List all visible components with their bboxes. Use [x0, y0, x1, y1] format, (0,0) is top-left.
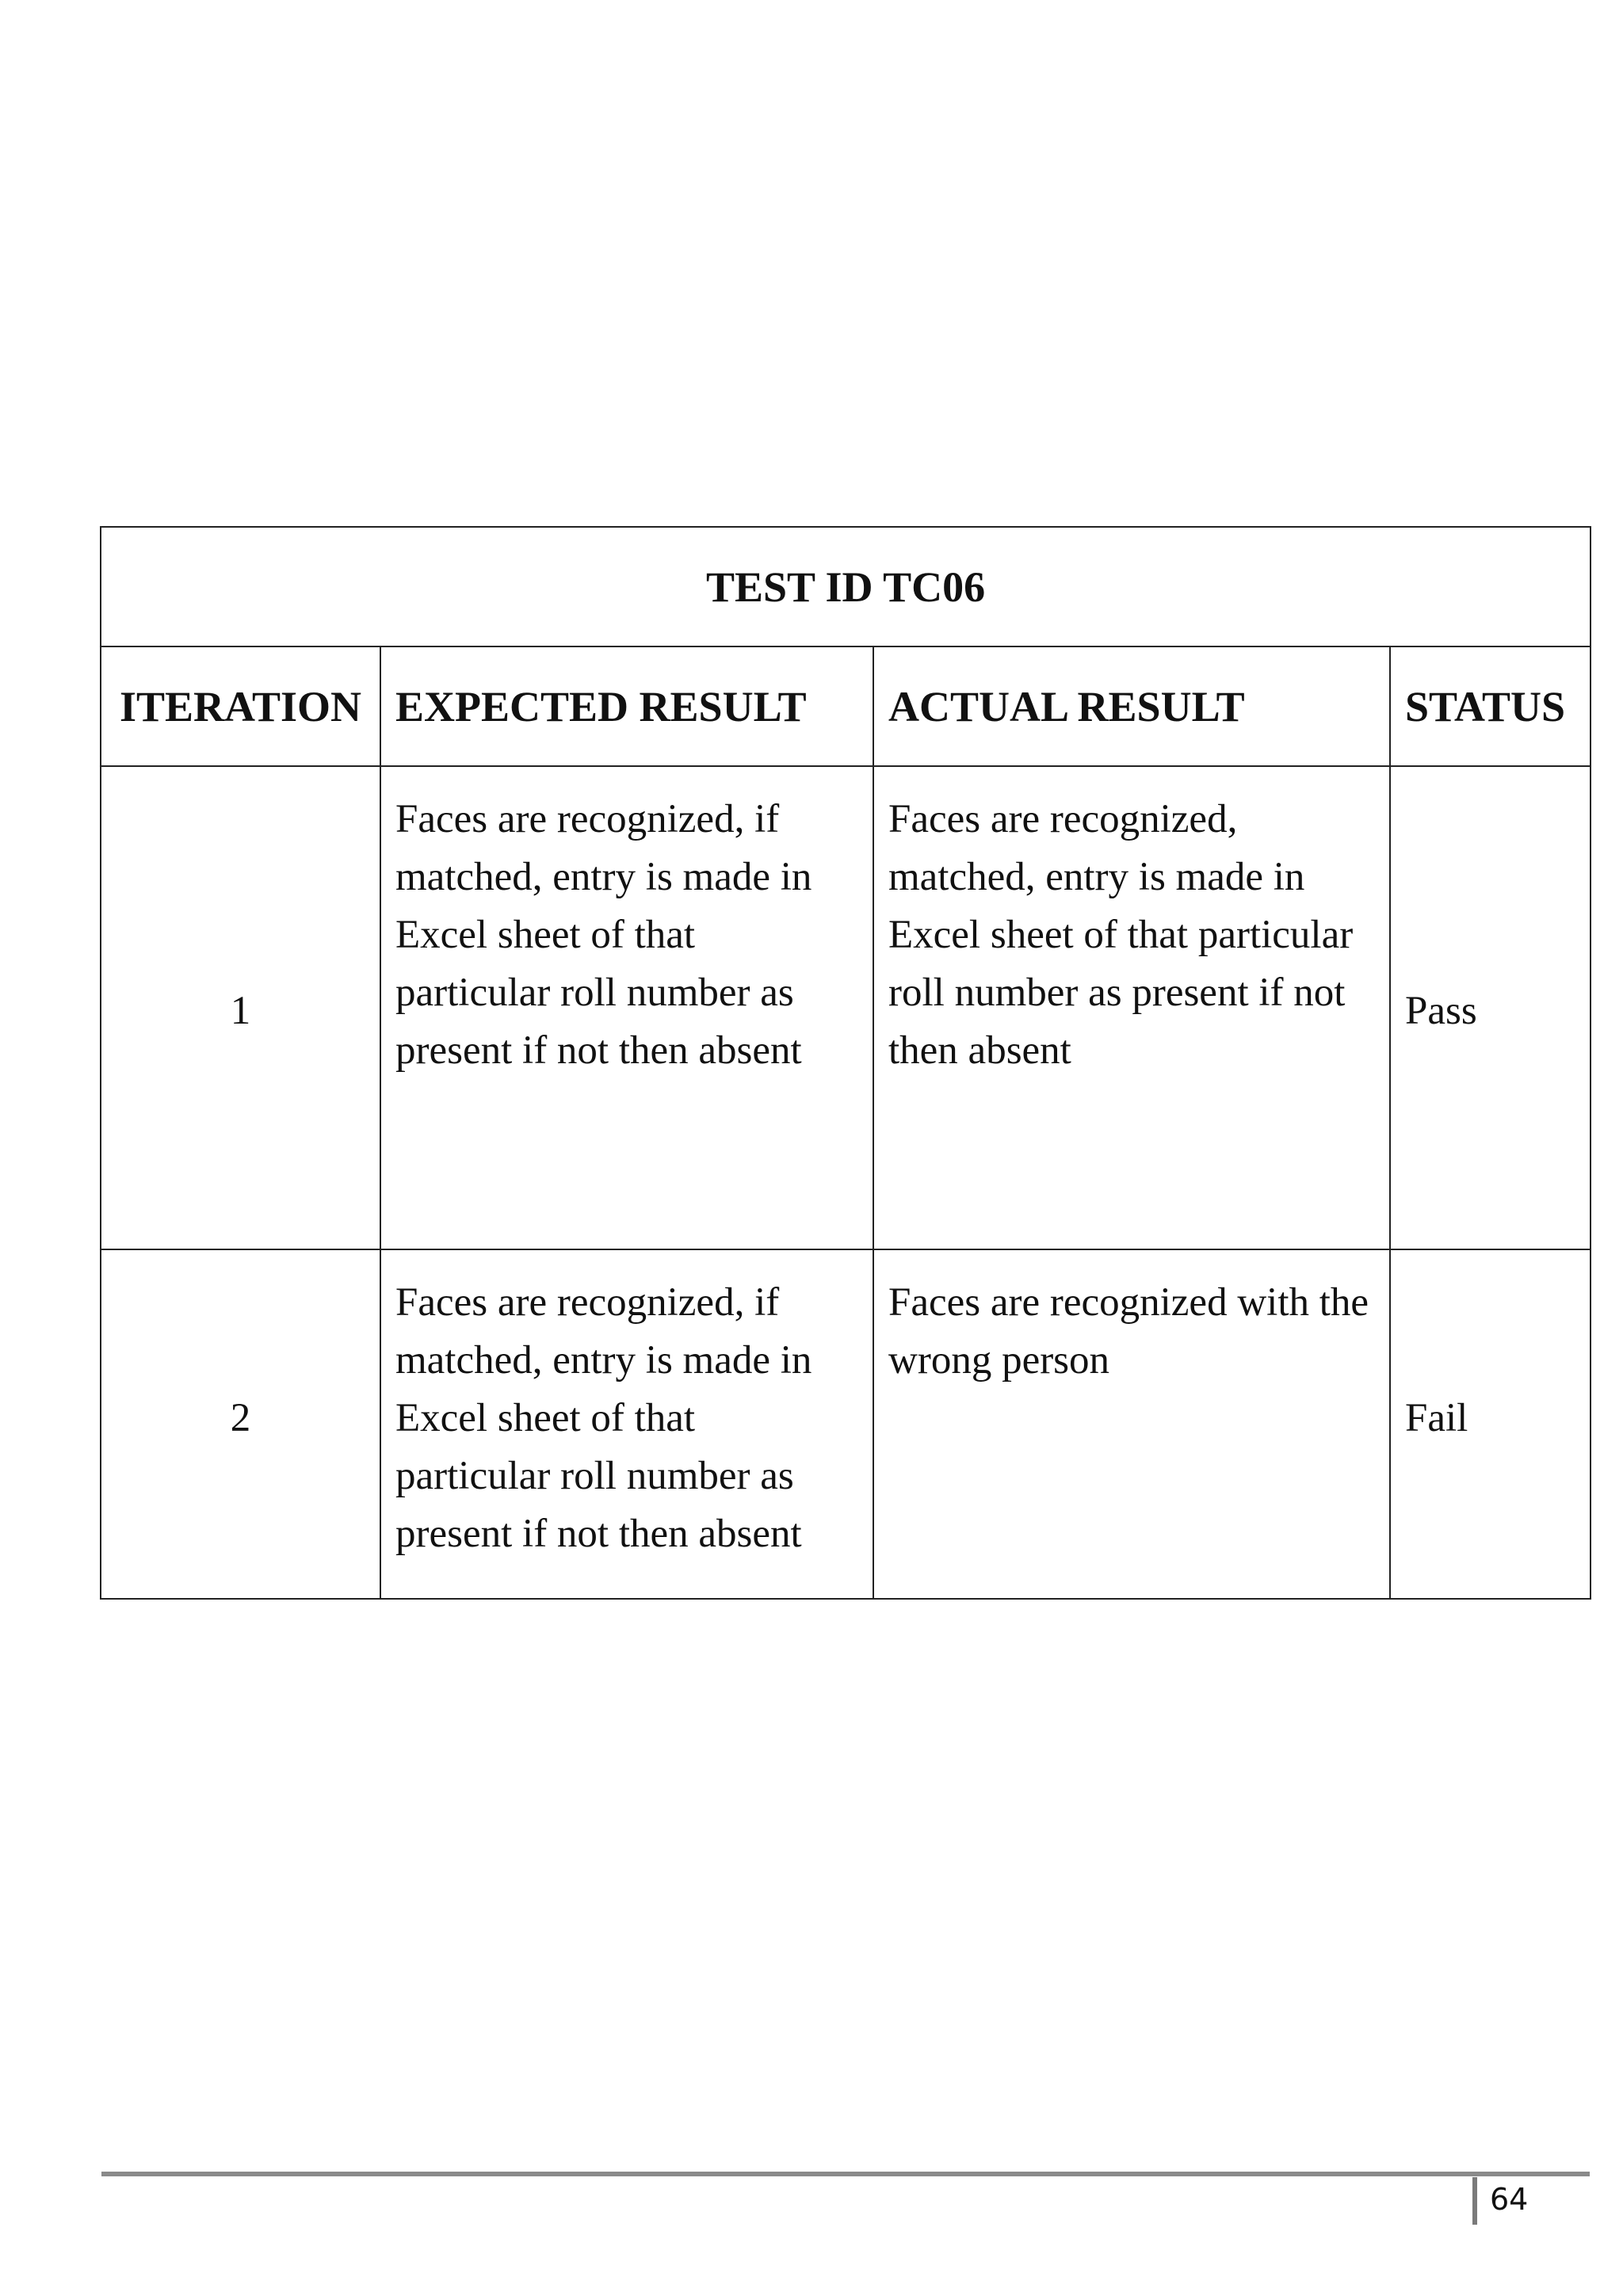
header-iteration: ITERATION [101, 646, 380, 766]
table-row [101, 766, 1591, 1249]
actual-result-cell: Faces are recognized with the wrong person [873, 1249, 1390, 1599]
page-number-marker [1472, 2177, 1477, 2225]
table-row [101, 1249, 1591, 1599]
page-number: 64 [1490, 2182, 1529, 2217]
header-status: STATUS [1390, 646, 1591, 766]
iteration-cell: 2 [101, 1249, 380, 1599]
header-actual-result: ACTUAL RESULT [873, 646, 1390, 766]
header-expected-result: EXPECTED RESULT [380, 646, 873, 766]
iteration-cell: 1 [101, 766, 380, 1249]
footer-rule [101, 2172, 1590, 2176]
table-title-row [101, 527, 1591, 646]
expected-result-cell: Faces are recognized, if matched, entry is made in Excel sheet of that particular roll number as present if not then absent [380, 1249, 873, 1599]
table-header-row [101, 646, 1591, 766]
expected-result-cell: Faces are recognized, if matched, entry is made in Excel sheet of that particular roll number as present if not then absent [380, 766, 873, 1249]
status-cell: Fail [1390, 1249, 1591, 1599]
table-title: TEST ID TC06 [101, 527, 1591, 646]
status-cell: Pass [1390, 766, 1591, 1249]
test-case-table [100, 526, 1591, 1600]
actual-result-cell: Faces are recognized, matched, entry is made in Excel sheet of that particular roll number as present if not then absent [873, 766, 1390, 1249]
